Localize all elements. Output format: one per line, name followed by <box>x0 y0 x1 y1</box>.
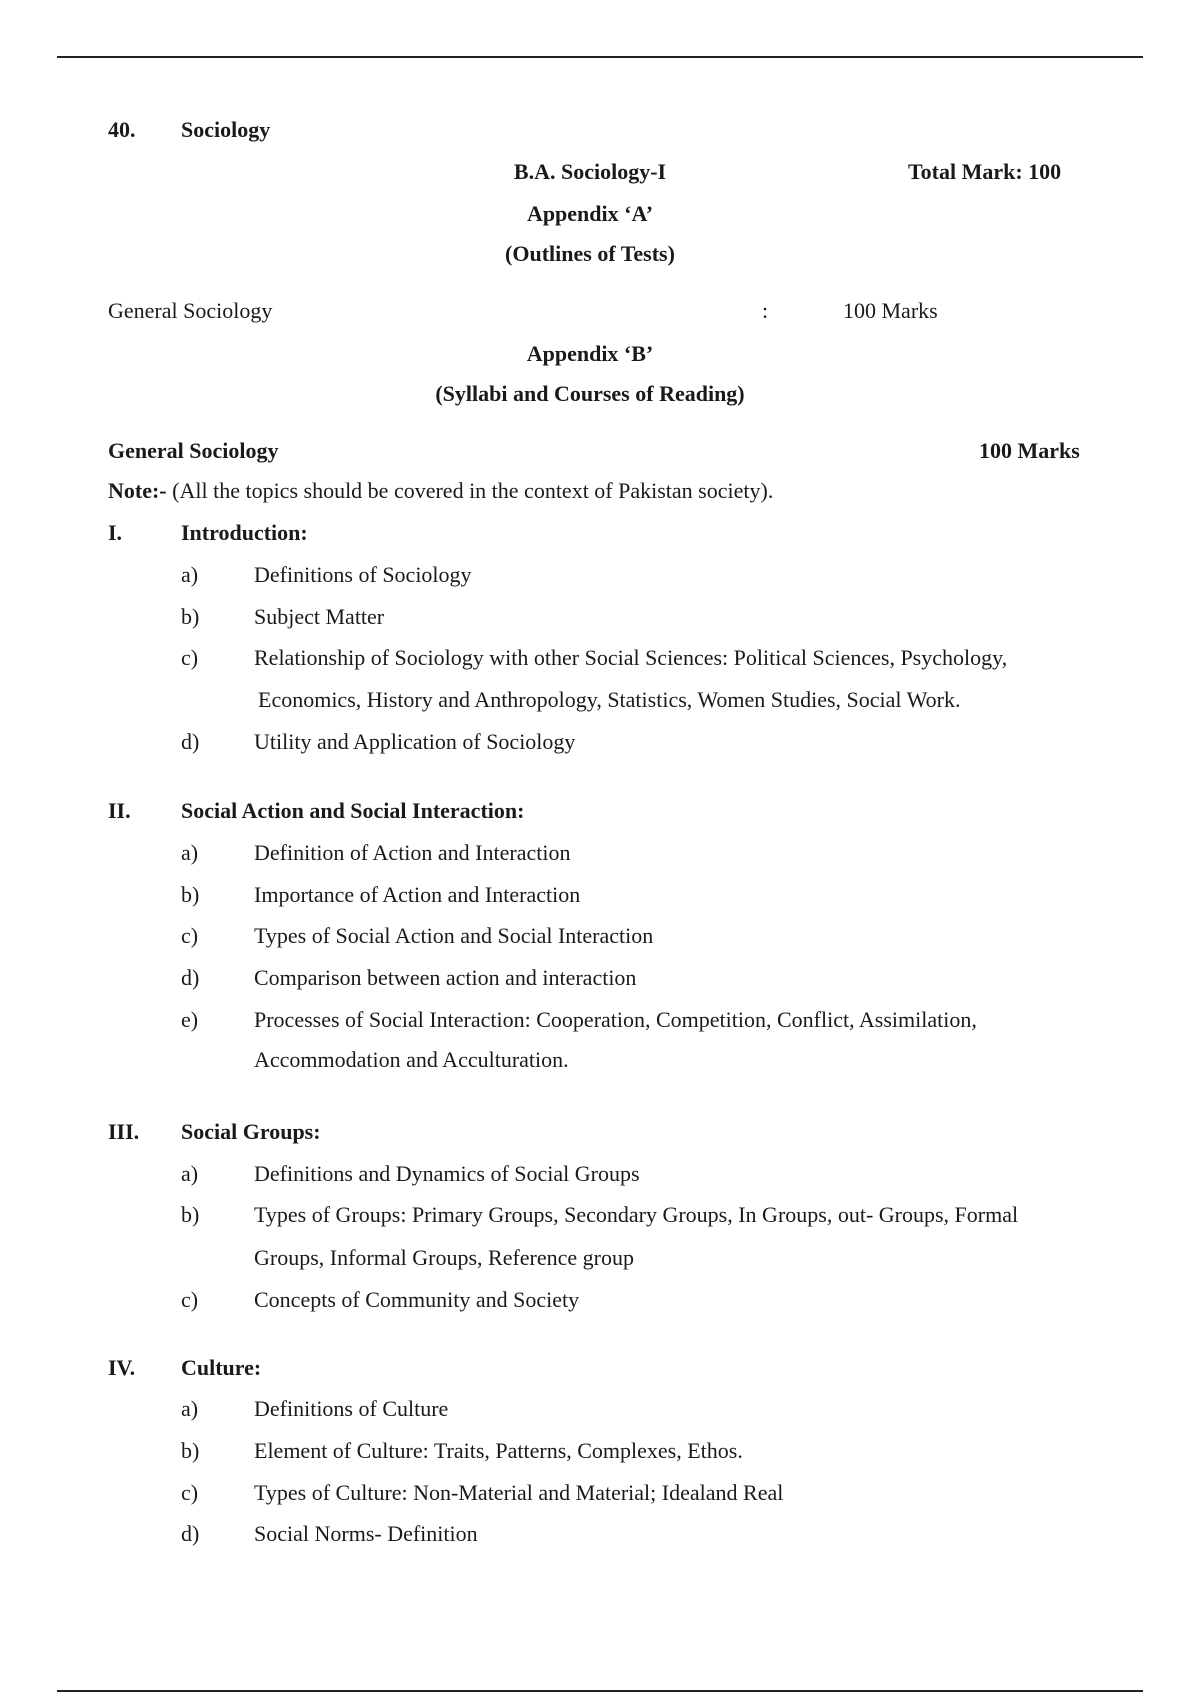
note <box>108 477 773 505</box>
item-label: c) <box>181 1480 199 1505</box>
item-text: Importance of Action and Interaction <box>254 882 581 907</box>
item-label: a) <box>181 1396 199 1421</box>
section-title: Social Groups: <box>181 1119 321 1144</box>
item-label: b) <box>181 882 200 907</box>
appendix-b-title: Appendix ‘B’ <box>526 341 654 366</box>
item-label: a) <box>181 840 199 865</box>
section-numeral: I. <box>108 520 123 545</box>
item-text-continued: Economics, History and Anthropology, Statistics, Women Studies, Social Work. <box>258 687 961 712</box>
section-title: Introduction: <box>181 520 308 545</box>
item-text: Subject Matter <box>254 604 385 629</box>
item-text: Definitions of Culture <box>254 1396 449 1421</box>
item-label: d) <box>181 729 200 754</box>
item-text: Concepts of Community and Society <box>254 1287 580 1312</box>
item-label: d) <box>181 1521 200 1546</box>
item-text: Types of Culture: Non-Material and Material; Idealand Real <box>254 1480 784 1505</box>
item-label: d) <box>181 965 200 990</box>
bottom-rule <box>57 1690 1143 1692</box>
section-title: Culture: <box>181 1355 262 1380</box>
item-label: e) <box>181 1007 199 1032</box>
item-label: b) <box>181 604 200 629</box>
subject-title: Sociology <box>181 117 271 142</box>
total-mark: Total Mark: 100 <box>908 159 1062 184</box>
note-text: (All the topics should be covered in the context of Pakistan society). <box>166 478 774 503</box>
item-text-continued: Groups, Informal Groups, Reference group <box>254 1245 634 1270</box>
item-label: b) <box>181 1438 200 1463</box>
item-label: c) <box>181 645 199 670</box>
item-text: Definitions of Sociology <box>254 562 472 587</box>
section-numeral: IV. <box>108 1355 136 1380</box>
item-text: Social Norms- Definition <box>254 1521 478 1546</box>
item-label: c) <box>181 1287 199 1312</box>
tests-marks: 100 Marks <box>843 298 938 323</box>
item-text: Element of Culture: Traits, Patterns, Complexes, Ethos. <box>254 1438 743 1463</box>
item-text: Relationship of Sociology with other Social Sciences: Political Sciences, Psychology, <box>254 645 1008 670</box>
note-label: Note:- <box>108 478 167 503</box>
top-rule <box>57 56 1143 58</box>
item-label: a) <box>181 1161 199 1186</box>
section-numeral: III. <box>108 1119 140 1144</box>
item-label: b) <box>181 1202 200 1227</box>
syllabus-paper-name: General Sociology <box>108 438 279 463</box>
item-text-continued: Accommodation and Acculturation. <box>254 1047 569 1072</box>
outlines-of-tests: (Outlines of Tests) <box>505 241 675 266</box>
item-label: c) <box>181 923 199 948</box>
section-number: 40. <box>108 117 136 142</box>
section-title: Social Action and Social Interaction: <box>181 798 525 823</box>
item-text: Comparison between action and interaction <box>254 965 637 990</box>
item-text: Definitions and Dynamics of Social Groups <box>254 1161 640 1186</box>
tests-colon: : <box>762 298 769 323</box>
item-text: Types of Social Action and Social Interaction <box>254 923 654 948</box>
section-numeral: II. <box>108 798 131 823</box>
syllabus-marks: 100 Marks <box>979 438 1080 463</box>
item-text: Utility and Application of Sociology <box>254 729 576 754</box>
appendix-a-title: Appendix ‘A’ <box>526 201 654 226</box>
tests-paper-name: General Sociology <box>108 298 273 323</box>
item-text: Definition of Action and Interaction <box>254 840 571 865</box>
syllabi-subtitle: (Syllabi and Courses of Reading) <box>435 381 745 406</box>
item-label: a) <box>181 562 199 587</box>
course-title: B.A. Sociology-I <box>513 159 667 184</box>
item-text: Processes of Social Interaction: Cooperation, Competition, Conflict, Assimilation, <box>254 1007 977 1032</box>
item-text: Types of Groups: Primary Groups, Secondary Groups, In Groups, out- Groups, Formal <box>254 1202 1019 1227</box>
